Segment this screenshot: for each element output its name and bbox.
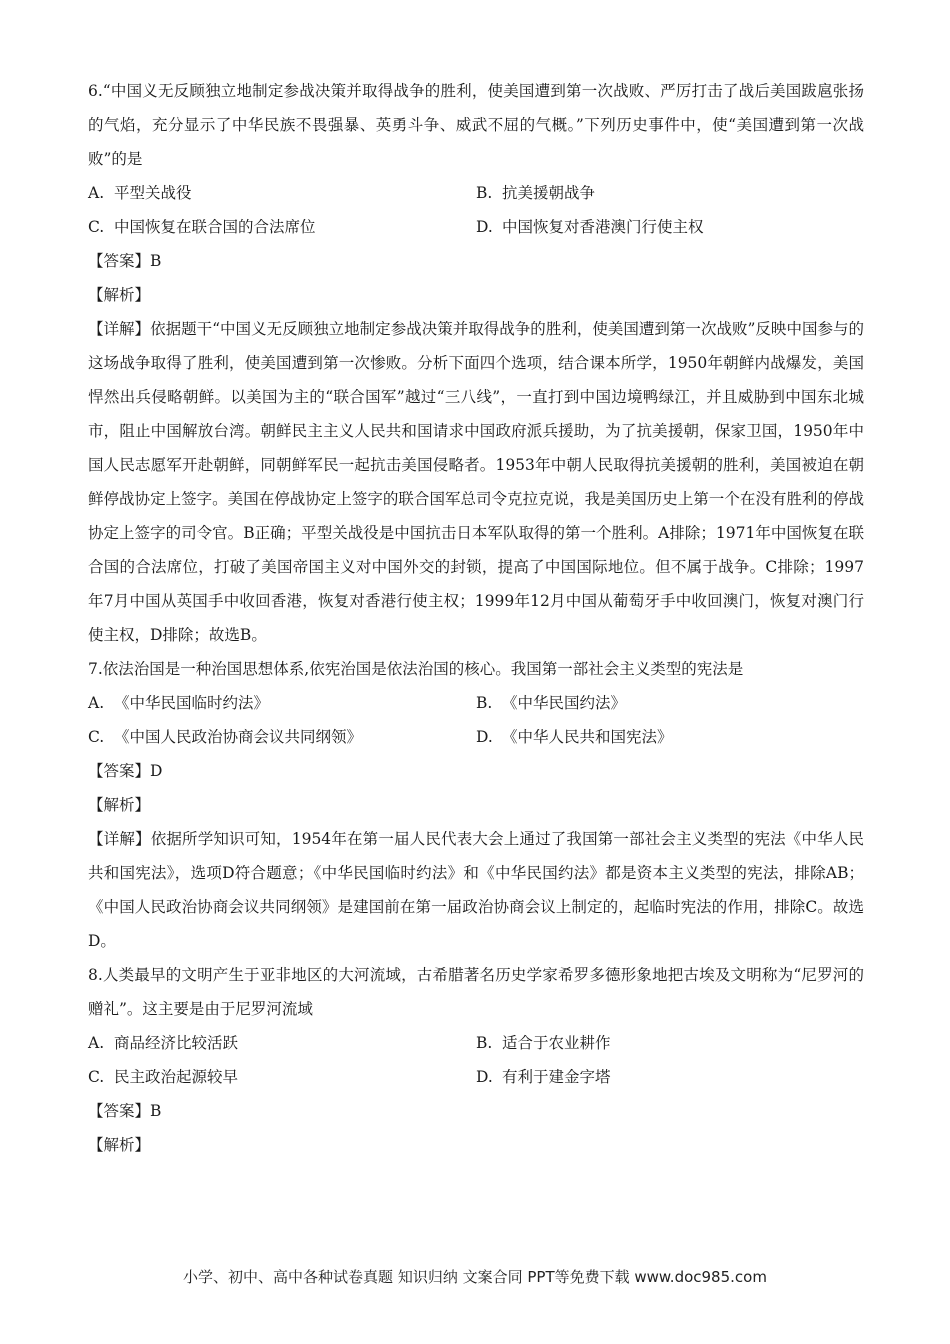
question-8-options [88,1026,864,1094]
question-6-options [88,176,864,244]
question-6-detail: 【详解】依据题干“中国义无反顾独立地制定参战决策并取得战争的胜利，使美国遭到第一次战败”反映中国参与的这场战争取得了胜利，使美国遭到第一次惨败。分析下面四个选项，结合课本所学，1950年朝鲜内战爆发，美国悍然出兵侵略朝鲜。以美国为主的“联合国军”越过“三八线”，一直打到中国边境鸭绿江，并且威胁到中国东北城市，阻止中国解放台湾。朝鲜民主主义人民共和国请求中国政府派兵援助，为了抗美援朝，保家卫国，1950年中国人民志愿军开赴朝鲜，同朝鲜军民一起抗击美国侵略者。1953年中朝人民取得抗美援朝的胜利，美国被迫在朝鲜停战协定上签字。美国在停战协定上签字的联合国军总司令克拉克说，我是美国历史上第一个在没有胜利的停战协定上签字的司令官。B正确；平型关战役是中国抗击日本军队取得的第一个胜利。A排除；1971年中国恢复在联合国的合法席位，打破了美国帝国主义对中国外交的封锁，提高了中国国际地位。但不属于战争。C排除；1997年7月中国从英国手中收回香港，恢复对香港行使主权；1999年12月中国从葡萄牙手中收回澳门，恢复对澳门行使主权，D排除；故选B。 [88,320,864,644]
question-8-option-a: A. 商品经济比较活跃 [88,1034,239,1052]
question-6-option-c: C. 中国恢复在联合国的合法席位 [88,218,316,236]
question-7-detail: 【详解】依据所学知识可知，1954年在第一届人民代表大会上通过了我国第一部社会主义类型的宪法《中华人民共和国宪法》，选项D符合题意；《中华民国临时约法》和《中华民国约法》都是资本主义类型的宪法，排除AB；《中国人民政治协商会议共同纲领》是建国前在第一届政治协商会议上制定的，起临时宪法的作用，排除C。故选D。 [88,830,864,950]
question-8-analysis-label: 【解析】 [88,1136,151,1154]
question-8-option-d: D. 有利于建金字塔 [476,1068,611,1086]
question-7-stem: 7.依法治国是一种治国思想体系,依宪治国是依法治国的核心。我国第一部社会主义类型的宪法是 [88,660,744,678]
question-8-stem: 8.人类最早的文明产生于亚非地区的大河流域，古希腊著名历史学家希罗多德形象地把古埃及文明称为“尼罗河的赠礼”。这主要是由于尼罗河流域 [88,966,864,1018]
question-8-option-b: B. 适合于农业耕作 [476,1034,611,1052]
question-6-stem: 6.“中国义无反顾独立地制定参战决策并取得战争的胜利，使美国遭到第一次战败、严厉打击了战后美国跋扈张扬的气焰，充分显示了中华民族不畏强暴、英勇斗争、威武不屈的气概。”下列历史事件中，使“美国遭到第一次战败”的是 [88,82,864,168]
question-6-option-a: A. 平型关战役 [88,184,192,202]
question-7-option-a: A. 《中华民国临时约法》 [88,694,270,712]
question-7-options [88,686,864,754]
question-6-option-b: B. 抗美援朝战争 [476,184,596,202]
question-7-answer: 【答案】D [88,762,163,780]
question-8-option-c: C. 民主政治起源较早 [88,1068,239,1086]
question-7-option-d: D. 《中华人民共和国宪法》 [476,728,673,746]
question-8-answer: 【答案】B [88,1102,162,1120]
question-6-analysis-label: 【解析】 [88,286,151,304]
question-6-answer: 【答案】B [88,252,162,270]
question-7-analysis-label: 【解析】 [88,796,151,814]
page-footer: 小学、初中、高中各种试卷真题 知识归纳 文案合同 PPT等免费下载 www.doc985.com [183,1268,767,1286]
question-7-option-c: C. 《中国人民政治协商会议共同纲领》 [88,728,363,746]
question-7-option-b: B. 《中华民国约法》 [476,694,627,712]
question-6-option-d: D. 中国恢复对香港澳门行使主权 [476,218,704,236]
document-content [88,74,864,1162]
